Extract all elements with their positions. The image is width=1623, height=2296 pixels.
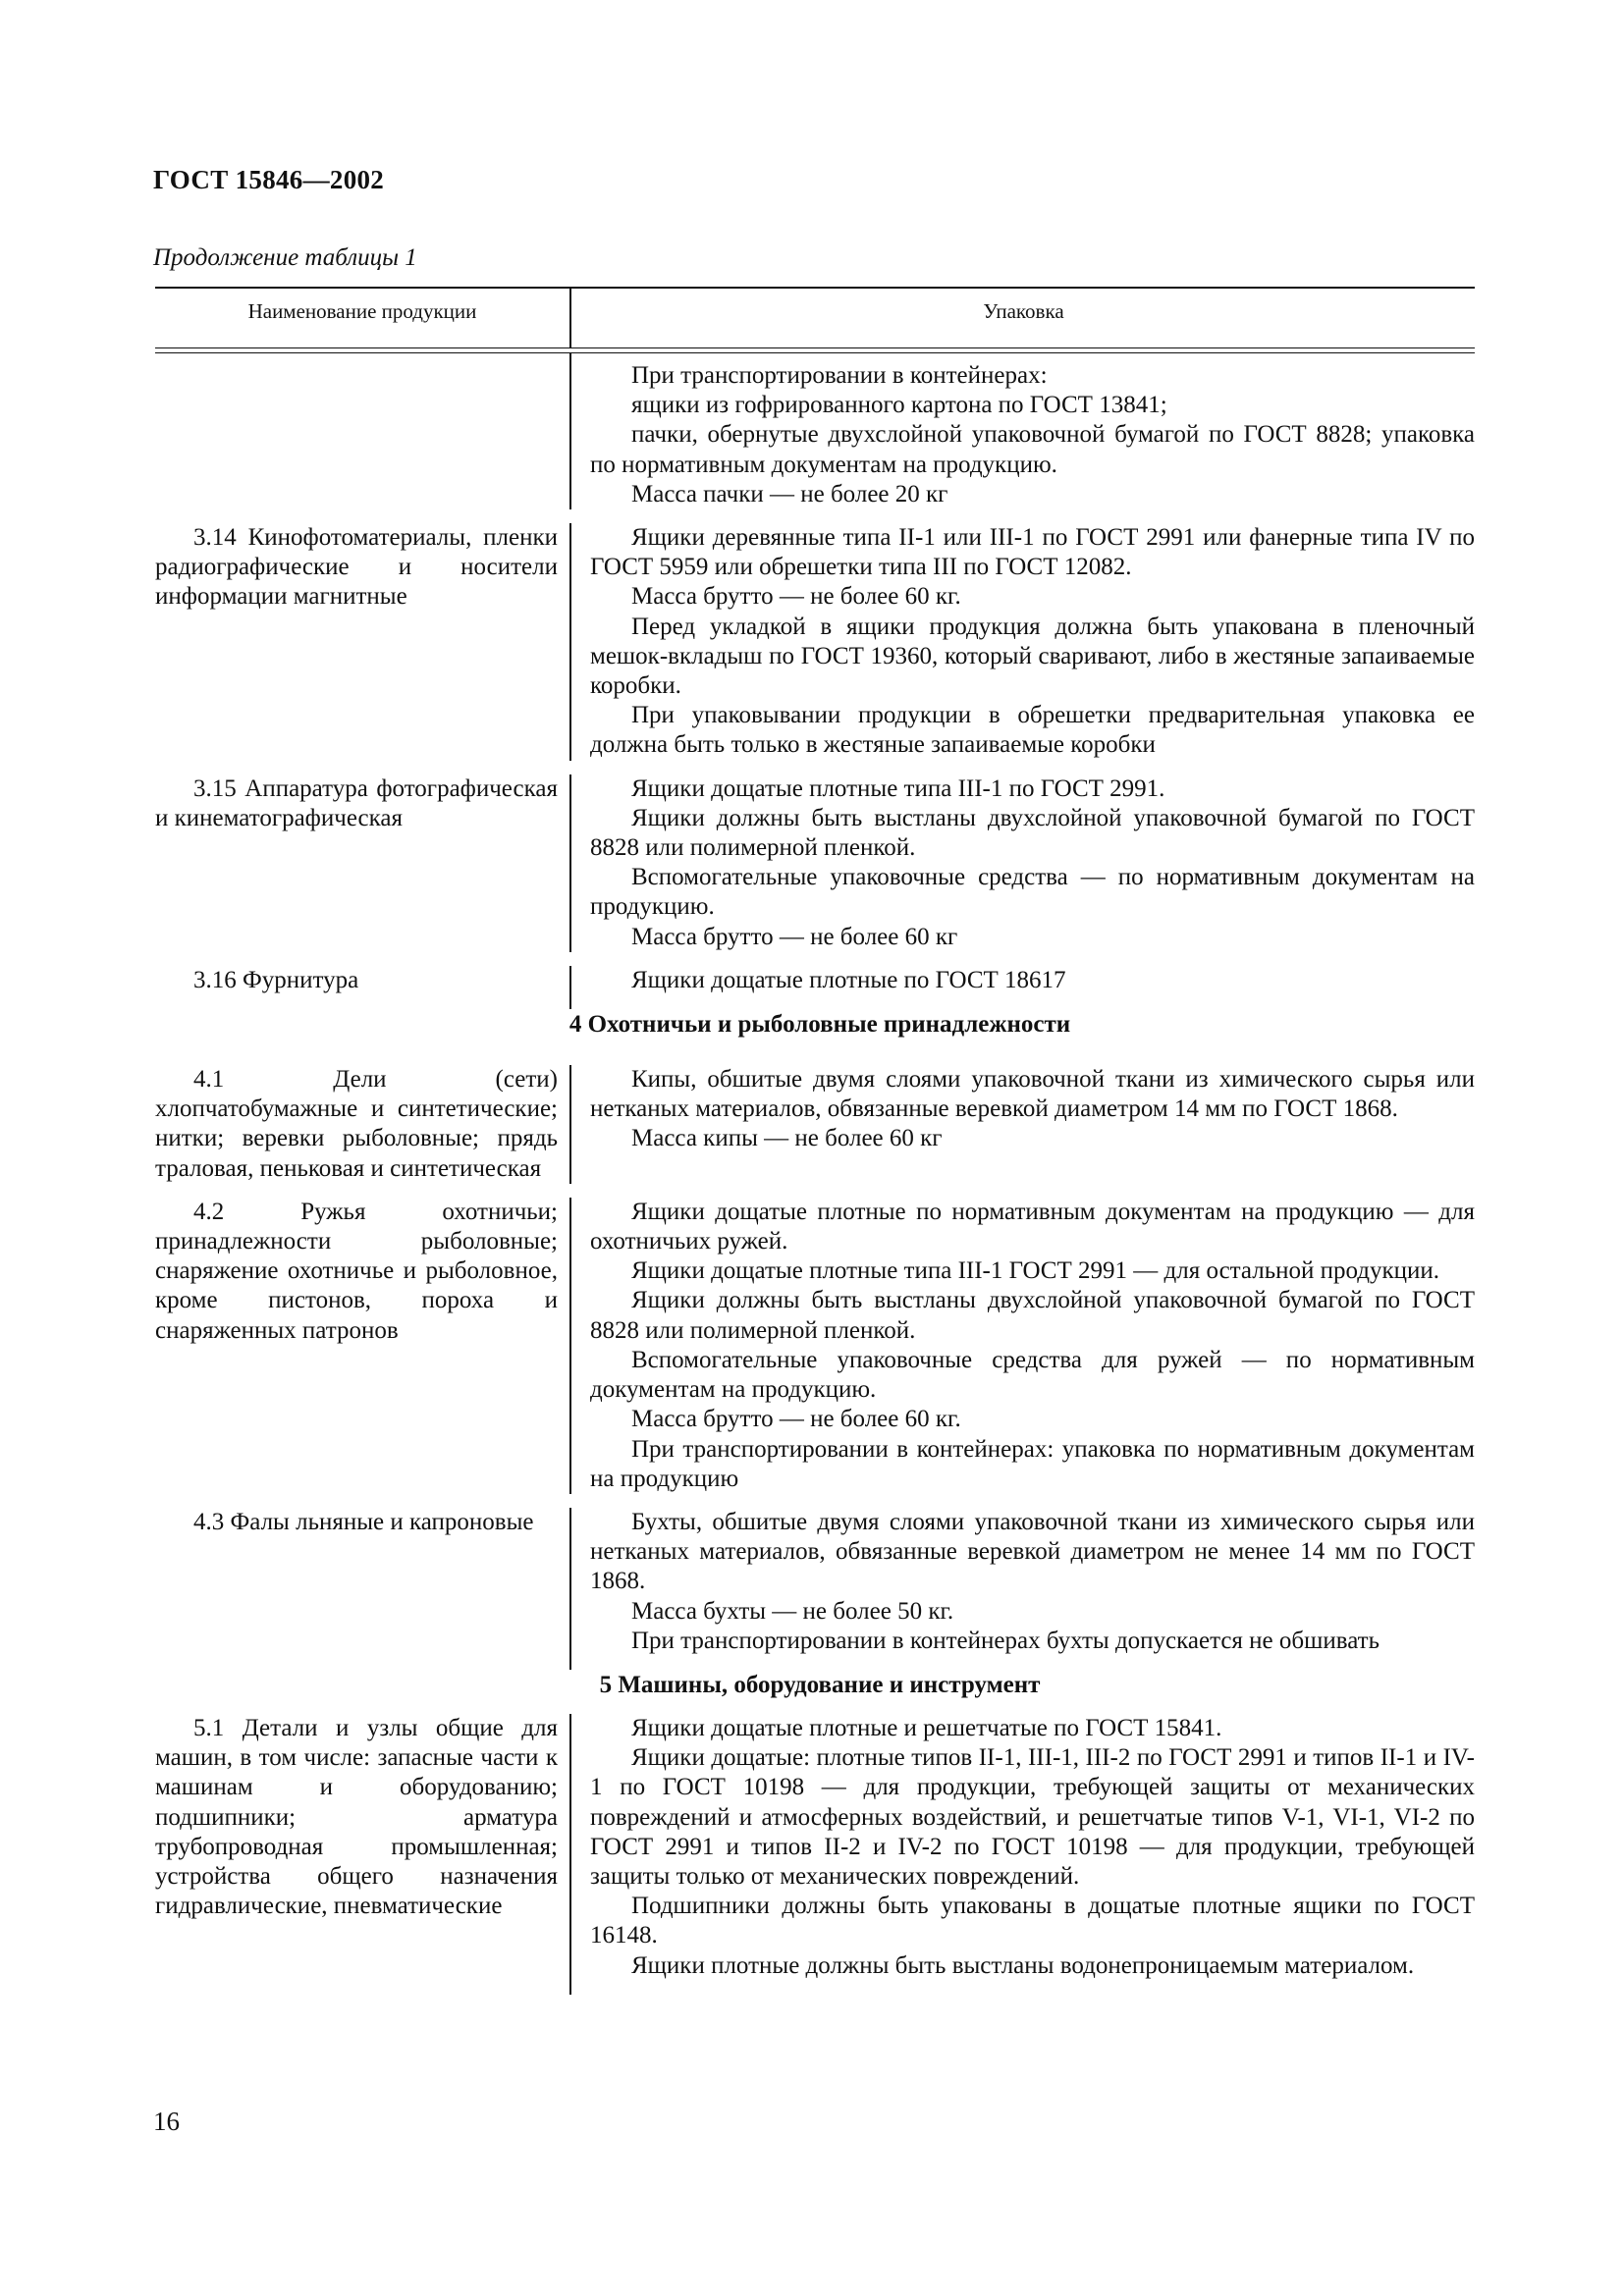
packaging-paragraph: Ящики дощатые плотные по ГОСТ 18617: [631, 966, 1066, 993]
packaging-cell: [569, 1065, 1475, 1184]
table-row: [155, 1065, 1475, 1184]
packaging-paragraph: Ящики деревянные типа II-1 или III-1 по ГОСТ 2991 или фанерные типа IV по ГОСТ 5959 или обрешетки типа III по ГОСТ 12082.: [590, 524, 1475, 581]
packaging-cell: [569, 1508, 1475, 1656]
packaging-cell: [569, 774, 1475, 952]
product-cell: [155, 774, 569, 952]
packaging-paragraph: Ящики дощатые плотные типа III-1 ГОСТ 2991 — для остальной продукции.: [631, 1257, 1440, 1285]
packaging-paragraph: Масса брутто — не более 60 кг: [631, 923, 958, 950]
packaging-paragraph: пачки, обернутые двухслойной упаковочной бумагой по ГОСТ 8828; упаковка по нормативным документам на продукцию.: [590, 421, 1475, 478]
column-header-product: Наименование продукции: [247, 299, 477, 323]
packaging-paragraph: Вспомогательные упаковочные средства — по нормативным документам на продукцию.: [590, 864, 1475, 921]
table-body-top: [155, 361, 1475, 995]
product-name: 4.3 Фалы льняные и капроновые: [193, 1508, 534, 1535]
table-continuation-label: Продолжение таблицы 1: [153, 244, 417, 271]
product-name: 4.2 Ружья охотничьи; принадлежности рыболовные; снаряжение охотничье и рыболовное, кроме пистонов, пороха и снаряженных патронов: [155, 1198, 558, 1344]
packaging-table: [155, 287, 1475, 1995]
table-row: [155, 523, 1475, 761]
packaging-paragraph: Вспомогательные упаковочные средства для ружей — по нормативным документам на продукцию.: [590, 1346, 1475, 1404]
table-row: [155, 1714, 1475, 1981]
packaging-paragraph: Ящики должны быть выстланы двухслойной упаковочной бумагой по ГОСТ 8828 или полимерной пленкой.: [590, 804, 1475, 862]
packaging-paragraph: Ящики дощатые плотные типа III-1 по ГОСТ 2991.: [631, 774, 1165, 802]
table-body-section-5: [155, 1714, 1475, 1981]
table-row: [155, 966, 1475, 995]
packaging-paragraph: Ящики дощатые плотные и решетчатые по ГОСТ 15841.: [631, 1714, 1222, 1741]
packaging-paragraph: При транспортировании в контейнерах: упаковка по нормативным документам на продукцию: [590, 1435, 1475, 1492]
packaging-paragraph: Ящики плотные должны быть выстланы водонепроницаемым материалом.: [631, 1951, 1415, 1979]
product-cell: [155, 1508, 569, 1656]
packaging-paragraph: Масса бухты — не более 50 кг.: [631, 1597, 954, 1625]
packaging-paragraph: Перед укладкой в ящики продукция должна быть упакована в пленочный мешок-вкладыш по ГОСТ 19360, который сваривают, либо в жестяные запаиваемые коробки.: [590, 613, 1475, 700]
header-divider: [569, 289, 571, 347]
section-heading-4: 4 Охотничьи и рыболовные принадлежности: [568, 1011, 1071, 1039]
packaging-paragraph: Масса брутто — не более 60 кг.: [631, 1406, 961, 1433]
packaging-cell: [569, 361, 1475, 509]
packaging-paragraph: Бухты, обшитые двумя слоями упаковочной ткани из химического сырья или нетканых материалов, обвязанные веревкой диаметром не менее 14 мм по ГОСТ 1868.: [590, 1508, 1475, 1595]
product-name: 5.1 Детали и узлы общие для машин, в том числе: запасные части к машинам и оборудованию; подшипники; арматура трубопроводная промышленная; устройства общего назначения гидравлические, пневматические: [155, 1714, 558, 1920]
packaging-paragraph: Кипы, обшитые двумя слоями упаковочной ткани из химического сырья или нетканых материалов, обвязанные веревкой диаметром 14 мм по ГОСТ 1868.: [590, 1066, 1475, 1123]
column-header-packaging: Упаковка: [983, 299, 1064, 323]
table-row: [155, 774, 1475, 952]
packaging-paragraph: Подшипники должны быть упакованы в дощатые плотные ящики по ГОСТ 16148.: [590, 1893, 1475, 1949]
packaging-paragraph: При транспортировании в контейнерах бухты допускается не обшивать: [631, 1627, 1380, 1654]
product-name: 3.15 Аппаратура фотографическая и кинематографическая: [155, 774, 558, 831]
packaging-cell: [569, 1714, 1475, 1981]
standard-title: ГОСТ 15846—2002: [153, 165, 385, 194]
product-name: 3.14 Кинофотоматериалы, пленки радиографические и носители информации магнитные: [155, 524, 558, 611]
packaging-paragraph: При упаковывании продукции в обрешетки предварительная упаковка ее должна быть только в жестяные запаиваемые коробки: [590, 702, 1475, 759]
packaging-cell: [569, 1198, 1475, 1494]
packaging-cell: [569, 523, 1475, 761]
packaging-cell: [569, 966, 1475, 995]
packaging-paragraph: Масса пачки — не более 20 кг: [631, 480, 948, 507]
product-cell: [155, 966, 569, 995]
product-cell: [155, 1065, 569, 1184]
page-number: 16: [153, 2107, 180, 2136]
product-name: 3.16 Фурнитура: [193, 966, 359, 993]
product-cell: [155, 361, 569, 509]
table-row: [155, 1198, 1475, 1494]
table-body-section-4: [155, 1065, 1475, 1656]
table-header: [155, 287, 1475, 347]
packaging-paragraph: Ящики дощатые плотные по нормативным документам на продукцию — для охотничьих ружей.: [590, 1198, 1475, 1255]
section-heading-5: 5 Машины, оборудование и инструмент: [599, 1671, 1041, 1698]
packaging-paragraph: При транспортировании в контейнерах:: [631, 362, 1048, 389]
product-cell: [155, 1714, 569, 1981]
product-cell: [155, 1198, 569, 1494]
packaging-paragraph: Масса брутто — не более 60 кг.: [631, 583, 961, 611]
packaging-paragraph: Ящики дощатые: плотные типов II-1, III-1, III-2 по ГОСТ 2991 и типов II-1 и IV-1 по ГОСТ 10198 — для продукции, требующей защиты от механических повреждений и атмосферных воздействий, и решетчатые типов V-1, VI-1, VI-2 по ГОСТ 2991 и типов II-2 и IV-2 по ГОСТ 10198 — для продукции, требующей защиты только от механических повреждений.: [590, 1744, 1475, 1890]
table-row: [155, 1508, 1475, 1656]
packaging-paragraph: Ящики должны быть выстланы двухслойной упаковочной бумагой по ГОСТ 8828 или полимерной пленкой.: [590, 1287, 1475, 1344]
packaging-paragraph: Масса кипы — не более 60 кг: [631, 1125, 943, 1152]
table-row: [155, 361, 1475, 509]
product-name: 4.1 Дели (сети) хлопчатобумажные и синтетические; нитки; веревки рыболовные; прядь траловая, пеньковая и синтетическая: [155, 1066, 558, 1182]
product-cell: [155, 523, 569, 761]
packaging-paragraph: ящики из гофрированного картона по ГОСТ 13841;: [631, 392, 1167, 419]
